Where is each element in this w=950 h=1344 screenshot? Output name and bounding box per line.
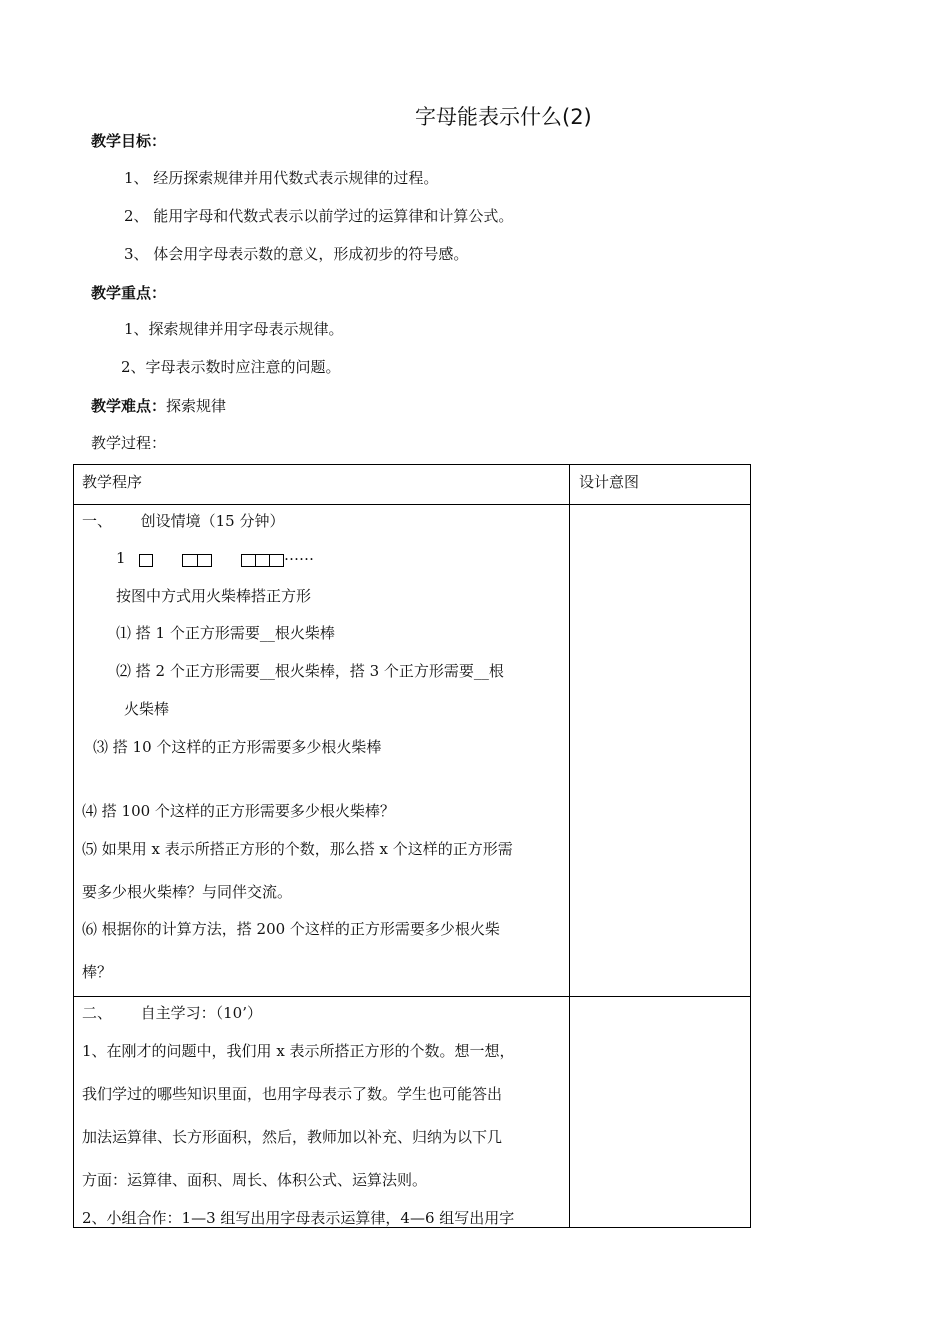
square-3c <box>269 554 284 567</box>
square-3b <box>255 554 270 567</box>
objective-item: 1、 经历探索规律并用代数式表示规律的过程。 <box>124 169 439 187</box>
section2-line: 加法运算律、长方形面积，然后，教师加以补充、归纳为以下几 <box>82 1128 503 1146</box>
figure-label: 1 <box>116 549 126 567</box>
table-border <box>73 504 751 505</box>
objective-item: 3、 体会用字母表示数的意义，形成初步的符号感。 <box>124 245 469 263</box>
section2-line: 我们学过的哪些知识里面，也用字母表示了数。学生也可能答出 <box>82 1085 503 1103</box>
table-header-intent: 设计意图 <box>579 473 640 491</box>
section1-title: 一、 创设情境（15 分钟） <box>82 512 285 530</box>
objectives-heading: 教学目标： <box>91 132 167 150</box>
page-title: 字母能表示什么(2) <box>415 105 592 129</box>
table-header-procedure: 教学程序 <box>82 473 143 491</box>
section1-line: ⑵ 搭 2 个正方形需要__根火柴棒，搭 3 个正方形需要__根 <box>116 662 504 680</box>
section2-line: 2、小组合作：1—3 组写出用字母表示运算律，4—6 组写出用字 <box>82 1209 515 1227</box>
section2-title: 二、 自主学习：（10’） <box>82 1004 262 1022</box>
key-points-heading: 教学重点： <box>91 284 167 302</box>
square-2b <box>197 554 212 567</box>
table-border <box>750 464 751 1228</box>
difficulty-line <box>91 395 226 416</box>
section1-line: 按图中方式用火柴棒搭正方形 <box>116 587 312 605</box>
section1-line: ⑹ 根据你的计算方法，搭 200 个这样的正方形需要多少根火柴 <box>82 920 500 938</box>
table-border <box>73 996 751 997</box>
difficulty-text: 探索规律 <box>166 397 227 415</box>
section1-line: 要多少根火柴棒？与同伴交流。 <box>82 883 293 901</box>
square-2a <box>182 554 198 567</box>
square-3a <box>241 554 256 567</box>
figure-ellipsis: …… <box>284 546 314 564</box>
table-border <box>73 464 74 1228</box>
section2-line: 方面：运算律、面积、周长、体积公式、运算法则。 <box>82 1171 428 1189</box>
process-heading: 教学过程： <box>91 434 167 452</box>
section2-line: 1、在刚才的问题中，我们用 x 表示所搭正方形的个数。想一想， <box>82 1042 515 1060</box>
key-point-item: 1、探索规律并用字母表示规律。 <box>124 320 344 338</box>
table-border <box>73 464 751 465</box>
section1-line: ⑷ 搭 100 个这样的正方形需要多少根火柴棒？ <box>82 802 395 820</box>
section1-line: 火柴棒 <box>124 700 170 718</box>
section1-line: 棒？ <box>82 963 113 981</box>
key-point-item: 2、字母表示数时应注意的问题。 <box>121 358 341 376</box>
difficulty-heading: 教学难点： <box>91 397 167 415</box>
section1-line: ⑴ 搭 1 个正方形需要__根火柴棒 <box>116 624 335 642</box>
section1-line: ⑶ 搭 10 个这样的正方形需要多少根火柴棒 <box>93 738 382 756</box>
square-1 <box>139 554 153 567</box>
section1-line: ⑸ 如果用 x 表示所搭正方形的个数，那么搭 x 个这样的正方形需 <box>82 840 513 858</box>
objective-item: 2、 能用字母和代数式表示以前学过的运算律和计算公式。 <box>124 207 514 225</box>
table-border <box>569 464 570 1228</box>
